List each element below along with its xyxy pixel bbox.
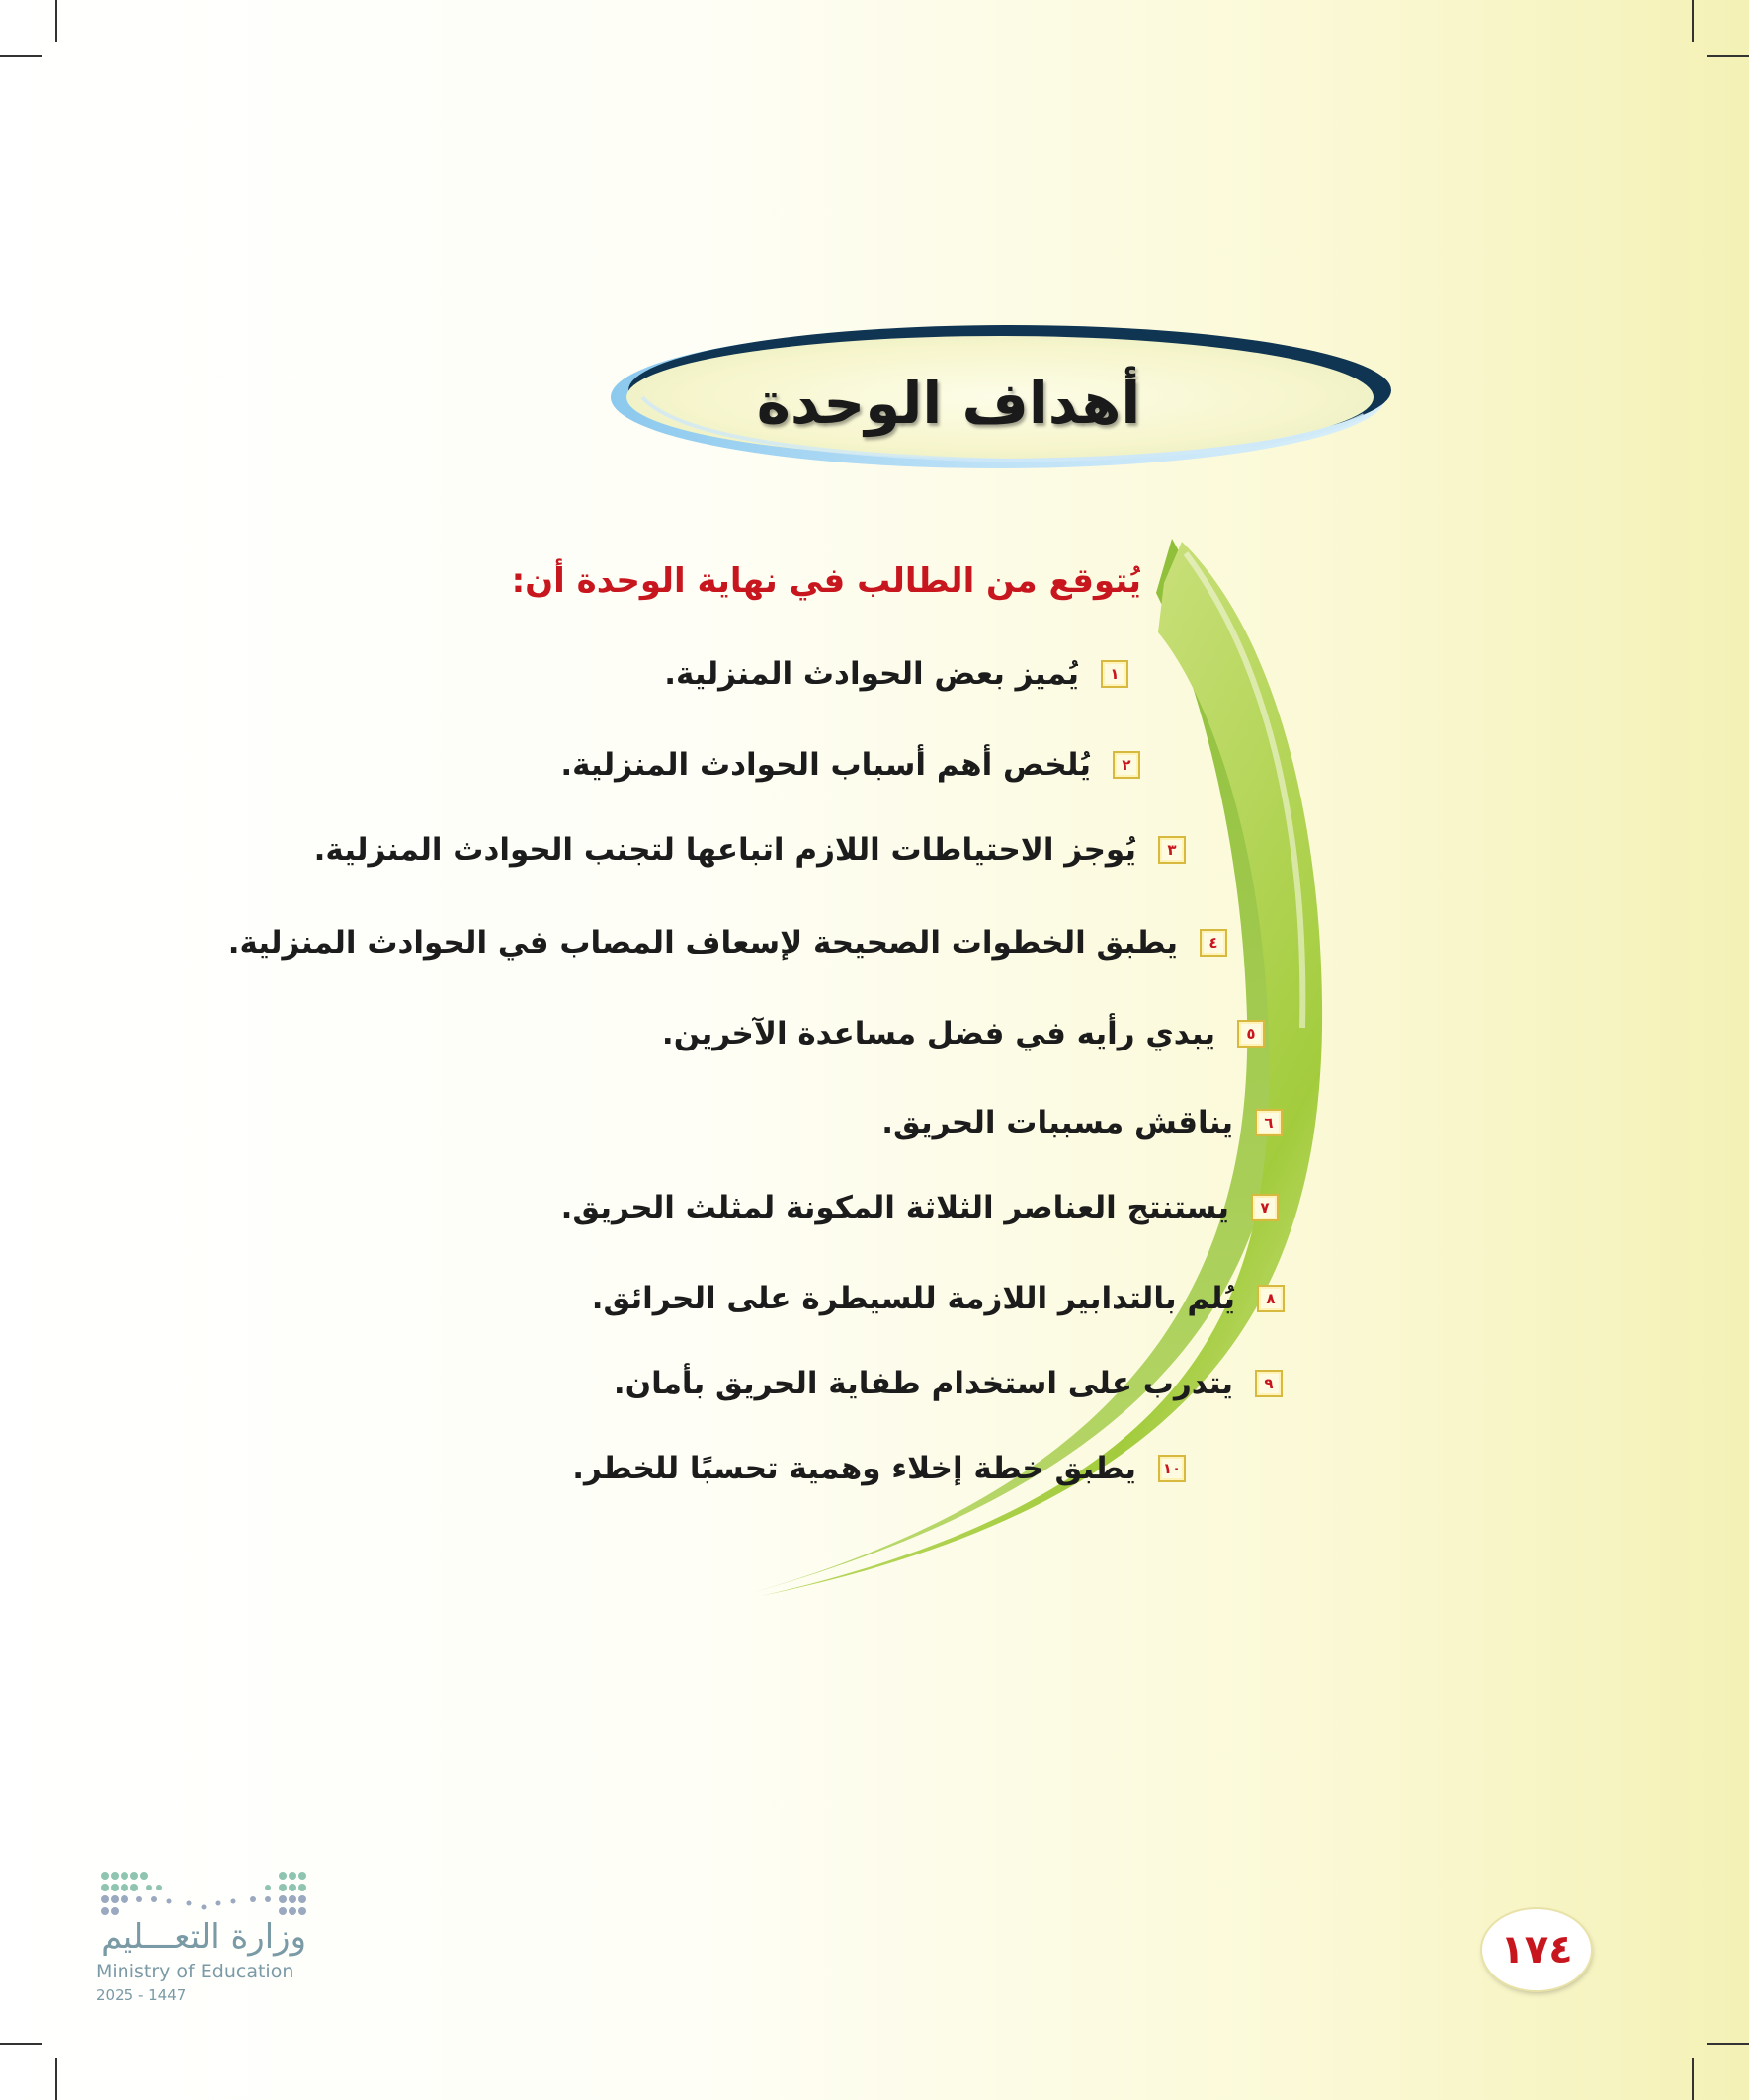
goal-text: يستنتج العناصر الثلاثة المكونة لمثلث الحريق. [560,1190,1229,1225]
goal-number-badge: ٢ [1113,751,1140,779]
goal-text: يناقش مسببات الحريق. [881,1105,1233,1140]
page-number: ١٧٤ [1482,1909,1591,1990]
goal-item [664,656,1128,692]
goal-number-badge: ١٠ [1158,1455,1186,1482]
goal-text: يُلخص أهم أسباب الحوادث المنزلية. [560,747,1091,783]
ministry-name-english: Ministry of Education [96,1961,294,1982]
ministry-logo-icon [95,1870,332,1919]
goal-text: يتدرب على استخدام طفاية الحريق بأمان. [613,1366,1233,1401]
goal-item [572,1451,1186,1486]
goal-number-badge: ٨ [1257,1285,1285,1312]
goal-item [614,1366,1283,1401]
goal-number-badge: ٧ [1251,1194,1279,1221]
intro-text: يُتوقع من الطالب في نهاية الوحدة أن: [511,561,1141,601]
goal-text: يُميز بعض الحوادث المنزلية. [664,656,1079,692]
goal-item [314,832,1186,868]
ministry-name-arabic: وزارة التعـــليم [101,1917,306,1957]
ministry-year: 2025 - 1447 [96,1986,187,2004]
goal-text: يبدي رأيه في فضل مساعدة الآخرين. [661,1016,1215,1051]
goal-text: يُلم بالتدابير اللازمة للسيطرة على الحرائق. [591,1281,1235,1316]
goal-number-badge: ٤ [1200,929,1227,957]
unit-objectives-title [692,354,1206,453]
goal-item [228,925,1227,961]
goal-text: يطبق الخطوات الصحيحة لإسعاف المصاب في الحوادث المنزلية. [227,925,1178,961]
goal-item [881,1105,1283,1140]
goal-number-badge: ٦ [1255,1109,1283,1136]
leaf-main [761,542,1322,1596]
goal-text: يُوجز الاحتياطات اللازم اتباعها لتجنب الحوادث المنزلية. [313,832,1136,868]
goal-number-badge: ٩ [1255,1370,1283,1397]
page-title: أهداف الوحدة [756,370,1141,437]
goal-item [592,1281,1285,1316]
goal-number-badge: ٥ [1237,1020,1265,1048]
goal-text: يطبق خطة إخلاء وهمية تحسبًا للخطر. [572,1451,1136,1486]
goal-number-badge: ١ [1101,660,1128,688]
goal-item [560,747,1140,783]
goal-item [561,1190,1279,1225]
goal-number-badge: ٣ [1158,836,1186,864]
goal-item [662,1016,1265,1051]
